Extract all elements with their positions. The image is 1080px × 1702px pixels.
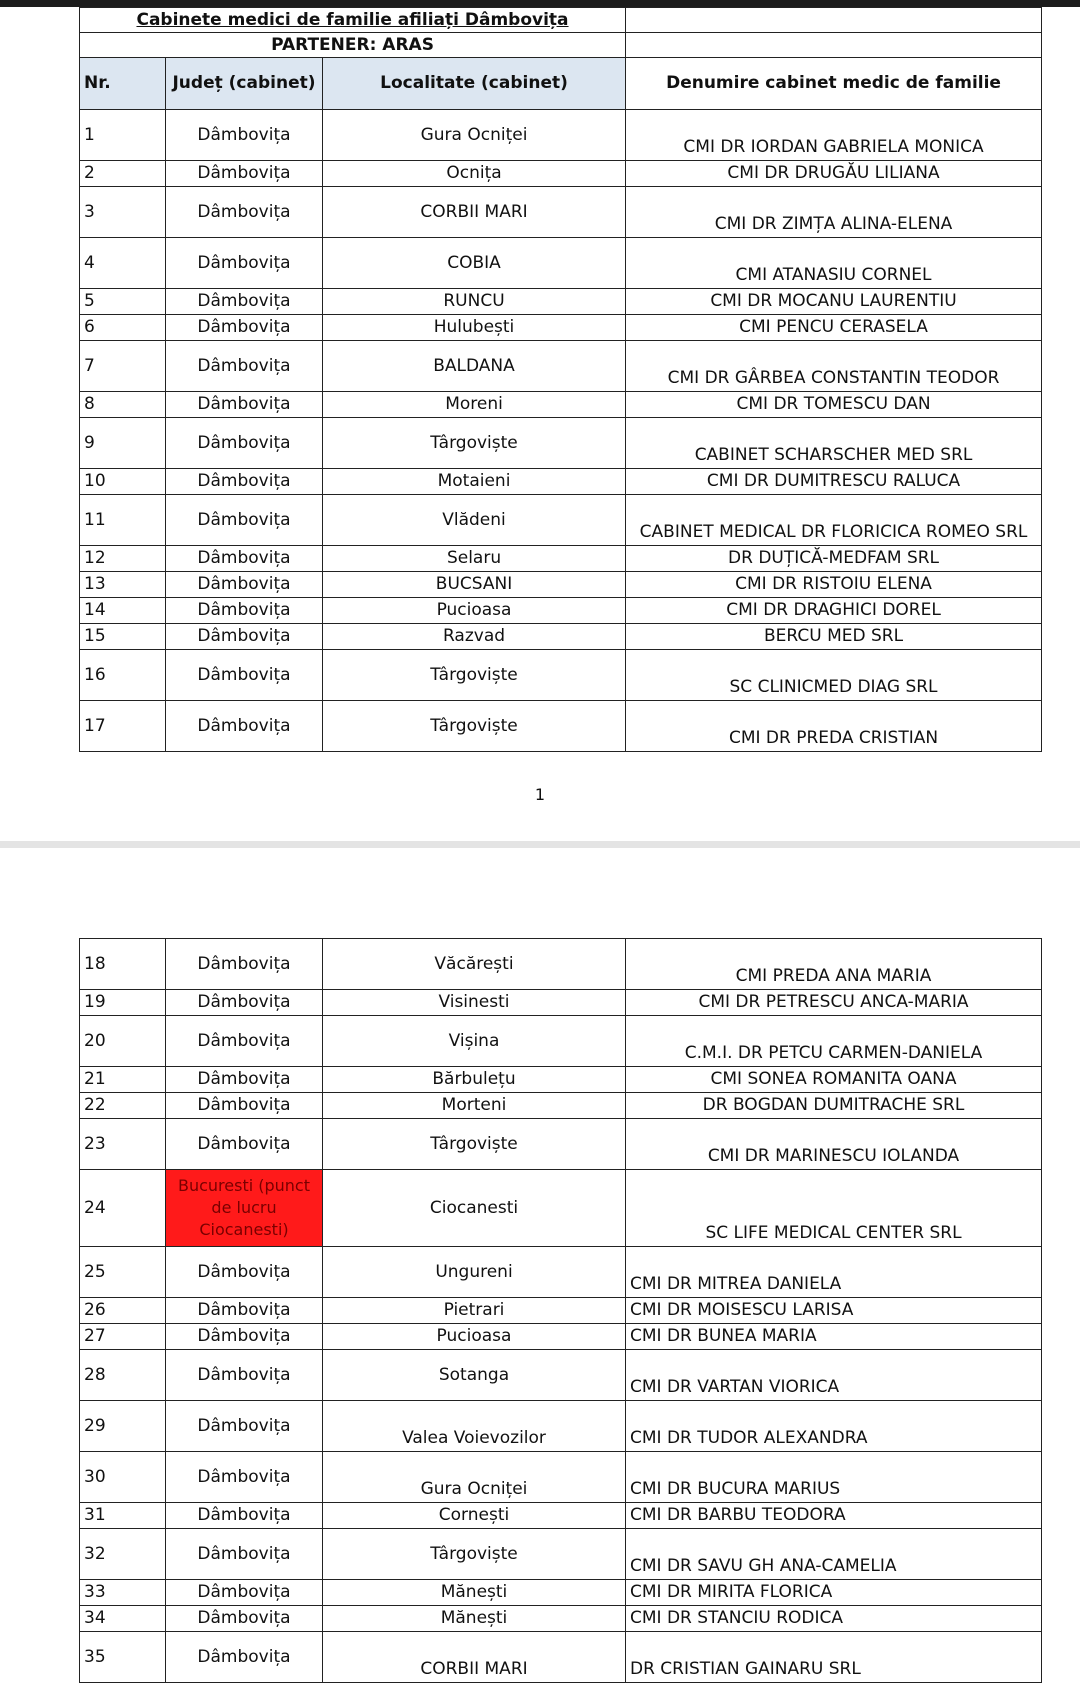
county-cell: Dâmbovița [166, 1350, 323, 1401]
row-number: 32 [80, 1529, 166, 1580]
county-cell: Dâmbovița [166, 469, 323, 495]
county-cell: Dâmbovița [166, 598, 323, 624]
clinic-name-cell: CMI DR TOMESCU DAN [626, 392, 1042, 418]
locality-cell: Pietrari [323, 1298, 626, 1324]
locality-cell: Valea Voievozilor [323, 1401, 626, 1452]
clinic-name-cell: SC CLINICMED DIAG SRL [626, 650, 1042, 701]
clinic-name-cell: CMI DR TUDOR ALEXANDRA [626, 1401, 1042, 1452]
table-row [80, 546, 1042, 572]
title-row [80, 8, 1042, 33]
locality-cell: Razvad [323, 624, 626, 650]
table-row [80, 1324, 1042, 1350]
locality-cell: Târgoviște [323, 418, 626, 469]
table-row [80, 650, 1042, 701]
row-number: 9 [80, 418, 166, 469]
clinic-name-cell: CMI DR MIRITA FLORICA [626, 1580, 1042, 1606]
clinic-name-cell: CABINET SCHARSCHER MED SRL [626, 418, 1042, 469]
row-number: 30 [80, 1452, 166, 1503]
clinic-name-cell: CMI DR MARINESCU IOLANDA [626, 1119, 1042, 1170]
locality-cell: Gura Ocniței [323, 110, 626, 161]
clinic-name-cell: CMI SONEA ROMANITA OANA [626, 1067, 1042, 1093]
table-row [80, 418, 1042, 469]
table-row [80, 495, 1042, 546]
table-row [80, 110, 1042, 161]
clinics-table-page-2 [79, 938, 1042, 1683]
county-cell: Dâmbovița [166, 1119, 323, 1170]
table-row [80, 187, 1042, 238]
row-number: 11 [80, 495, 166, 546]
locality-cell: Moreni [323, 392, 626, 418]
row-number: 26 [80, 1298, 166, 1324]
county-cell: Dâmbovița [166, 1529, 323, 1580]
locality-cell: Hulubești [323, 315, 626, 341]
row-number: 24 [80, 1170, 166, 1247]
row-number: 4 [80, 238, 166, 289]
clinic-name-cell: CMI DR IORDAN GABRIELA MONICA [626, 110, 1042, 161]
county-cell: Dâmbovița [166, 495, 323, 546]
clinic-name-cell: SC LIFE MEDICAL CENTER SRL [626, 1170, 1042, 1247]
county-cell: Dâmbovița [166, 546, 323, 572]
clinic-name-cell: CMI DR ZIMȚA ALINA-ELENA [626, 187, 1042, 238]
clinic-name-cell: CMI DR MOCANU LAURENTIU [626, 289, 1042, 315]
row-number: 25 [80, 1247, 166, 1298]
table-row [80, 1632, 1042, 1683]
row-number: 5 [80, 289, 166, 315]
table-row [80, 1580, 1042, 1606]
table-row [80, 238, 1042, 289]
locality-cell: Târgoviște [323, 1529, 626, 1580]
locality-cell: Cornești [323, 1503, 626, 1529]
empty-cell [626, 33, 1042, 58]
locality-cell: Mănești [323, 1580, 626, 1606]
locality-cell: CORBII MARI [323, 1632, 626, 1683]
county-cell: Dâmbovița [166, 990, 323, 1016]
locality-cell: Ciocanesti [323, 1170, 626, 1247]
table-row [80, 572, 1042, 598]
row-number: 21 [80, 1067, 166, 1093]
page-separator [0, 841, 1080, 848]
row-number: 10 [80, 469, 166, 495]
row-number: 16 [80, 650, 166, 701]
page-number: 1 [534, 785, 546, 804]
row-number: 22 [80, 1093, 166, 1119]
table-row [80, 1401, 1042, 1452]
row-number: 35 [80, 1632, 166, 1683]
table-title [80, 8, 626, 33]
locality-cell: Pucioasa [323, 1324, 626, 1350]
county-cell: Dâmbovița [166, 939, 323, 990]
table-row [80, 1119, 1042, 1170]
table-row [80, 624, 1042, 650]
county-cell: Dâmbovița [166, 1067, 323, 1093]
row-number: 6 [80, 315, 166, 341]
table-row [80, 939, 1042, 990]
clinic-name-cell: CMI DR PETRESCU ANCA-MARIA [626, 990, 1042, 1016]
clinic-name-cell: CMI DR MOISESCU LARISA [626, 1298, 1042, 1324]
clinic-name-cell: CMI DR DRAGHICI DOREL [626, 598, 1042, 624]
county-cell: Dâmbovița [166, 1606, 323, 1632]
clinic-name-cell: CMI DR PREDA CRISTIAN [626, 701, 1042, 752]
clinic-name-cell: CMI DR BARBU TEODORA [626, 1503, 1042, 1529]
document-page-2 [0, 848, 1080, 1702]
locality-cell: Văcărești [323, 939, 626, 990]
header-denumire: Denumire cabinet medic de familie [626, 58, 1042, 110]
locality-cell: BUCSANI [323, 572, 626, 598]
partner-row [80, 33, 1042, 58]
county-cell: Dâmbovița [166, 289, 323, 315]
locality-cell: Selaru [323, 546, 626, 572]
table-row [80, 469, 1042, 495]
county-cell: Dâmbovița [166, 1401, 323, 1452]
clinic-name-cell: CABINET MEDICAL DR FLORICICA ROMEO SRL [626, 495, 1042, 546]
row-number: 2 [80, 161, 166, 187]
table-row [80, 315, 1042, 341]
clinic-name-cell: CMI DR RISTOIU ELENA [626, 572, 1042, 598]
row-number: 29 [80, 1401, 166, 1452]
row-number: 12 [80, 546, 166, 572]
clinic-name-cell: DR CRISTIAN GAINARU SRL [626, 1632, 1042, 1683]
row-number: 33 [80, 1580, 166, 1606]
clinic-name-cell: DR BOGDAN DUMITRACHE SRL [626, 1093, 1042, 1119]
county-cell: Dâmbovița [166, 110, 323, 161]
county-cell: Dâmbovița [166, 1016, 323, 1067]
locality-cell: Târgoviște [323, 1119, 626, 1170]
locality-cell: BALDANA [323, 341, 626, 392]
table-row [80, 341, 1042, 392]
clinic-name-cell: CMI DR GÂRBEA CONSTANTIN TEODOR [626, 341, 1042, 392]
row-number: 8 [80, 392, 166, 418]
locality-cell: RUNCU [323, 289, 626, 315]
table-row [80, 598, 1042, 624]
clinic-name-cell: C.M.I. DR PETCU CARMEN-DANIELA [626, 1016, 1042, 1067]
locality-cell: Ungureni [323, 1247, 626, 1298]
row-number: 34 [80, 1606, 166, 1632]
row-number: 31 [80, 1503, 166, 1529]
row-number: 14 [80, 598, 166, 624]
clinic-name-cell: BERCU MED SRL [626, 624, 1042, 650]
top-edge-bar [0, 0, 1080, 7]
county-cell: Dâmbovița [166, 701, 323, 752]
locality-cell: Târgoviște [323, 650, 626, 701]
document-page-1 [0, 7, 1080, 841]
table-row [80, 1529, 1042, 1580]
clinic-name-cell: CMI DR BUCURA MARIUS [626, 1452, 1042, 1503]
header-judet: Județ (cabinet) [166, 58, 323, 110]
county-cell: Dâmbovița [166, 1247, 323, 1298]
clinic-name-cell: CMI DR MITREA DANIELA [626, 1247, 1042, 1298]
table-row [80, 1093, 1042, 1119]
row-number: 3 [80, 187, 166, 238]
table-row [80, 990, 1042, 1016]
clinics-table-page-1 [79, 7, 1042, 752]
row-number: 17 [80, 701, 166, 752]
locality-cell: Motaieni [323, 469, 626, 495]
locality-cell: Sotanga [323, 1350, 626, 1401]
county-cell: Dâmbovița [166, 1298, 323, 1324]
county-cell: Dâmbovița [166, 1503, 323, 1529]
locality-cell: Târgoviște [323, 701, 626, 752]
clinic-name-cell: CMI DR DUMITRESCU RALUCA [626, 469, 1042, 495]
clinic-name-cell: CMI DR DRUGĂU LILIANA [626, 161, 1042, 187]
row-number: 19 [80, 990, 166, 1016]
locality-cell: COBIA [323, 238, 626, 289]
locality-cell: Ocnița [323, 161, 626, 187]
county-cell: Dâmbovița [166, 1580, 323, 1606]
locality-cell: CORBII MARI [323, 187, 626, 238]
county-cell: Dâmbovița [166, 392, 323, 418]
county-cell: Dâmbovița [166, 161, 323, 187]
county-cell: Dâmbovița [166, 238, 323, 289]
table-row [80, 1503, 1042, 1529]
clinic-name-cell: CMI DR SAVU GH ANA-CAMELIA [626, 1529, 1042, 1580]
county-cell: Bucuresti (punct de lucru Ciocanesti) [166, 1170, 323, 1247]
locality-cell: Visinesti [323, 990, 626, 1016]
clinic-name-cell: CMI ATANASIU CORNEL [626, 238, 1042, 289]
clinic-name-cell: CMI DR BUNEA MARIA [626, 1324, 1042, 1350]
clinic-name-cell: CMI DR VARTAN VIORICA [626, 1350, 1042, 1401]
county-cell: Dâmbovița [166, 341, 323, 392]
row-number: 27 [80, 1324, 166, 1350]
row-number: 28 [80, 1350, 166, 1401]
table-row [80, 1452, 1042, 1503]
county-cell: Dâmbovița [166, 418, 323, 469]
row-number: 15 [80, 624, 166, 650]
county-cell: Dâmbovița [166, 1632, 323, 1683]
locality-cell: Pucioasa [323, 598, 626, 624]
clinic-name-cell: DR DUȚICĂ-MEDFAM SRL [626, 546, 1042, 572]
table-row [80, 1247, 1042, 1298]
county-cell: Dâmbovița [166, 1324, 323, 1350]
locality-cell: Vlădeni [323, 495, 626, 546]
table-row [80, 1606, 1042, 1632]
locality-cell: Vișina [323, 1016, 626, 1067]
empty-cell [626, 8, 1042, 33]
locality-cell: Bărbulețu [323, 1067, 626, 1093]
row-number: 23 [80, 1119, 166, 1170]
clinic-name-cell: CMI PENCU CERASELA [626, 315, 1042, 341]
table-row [80, 1067, 1042, 1093]
table-row [80, 1170, 1042, 1247]
county-cell: Dâmbovița [166, 624, 323, 650]
clinic-name-cell: CMI PREDA ANA MARIA [626, 939, 1042, 990]
header-row [80, 58, 1042, 110]
partner-label: PARTENER: ARAS [80, 33, 626, 58]
table-row [80, 392, 1042, 418]
row-number: 18 [80, 939, 166, 990]
county-cell: Dâmbovița [166, 650, 323, 701]
header-nr: Nr. [80, 58, 166, 110]
row-number: 20 [80, 1016, 166, 1067]
locality-cell: Gura Ocniței [323, 1452, 626, 1503]
table-title-text: Cabinete medici de familie afiliați Dâmbovița [136, 9, 569, 30]
table-row [80, 1298, 1042, 1324]
table-row [80, 1350, 1042, 1401]
table-row [80, 289, 1042, 315]
table-row [80, 701, 1042, 752]
row-number: 1 [80, 110, 166, 161]
table-row [80, 1016, 1042, 1067]
row-number: 13 [80, 572, 166, 598]
locality-cell: Mănești [323, 1606, 626, 1632]
county-cell: Dâmbovița [166, 315, 323, 341]
locality-cell: Morteni [323, 1093, 626, 1119]
county-cell: Dâmbovița [166, 1452, 323, 1503]
clinic-name-cell: CMI DR STANCIU RODICA [626, 1606, 1042, 1632]
county-cell: Dâmbovița [166, 572, 323, 598]
county-cell: Dâmbovița [166, 187, 323, 238]
table-row [80, 161, 1042, 187]
row-number: 7 [80, 341, 166, 392]
county-cell: Dâmbovița [166, 1093, 323, 1119]
header-localitate: Localitate (cabinet) [323, 58, 626, 110]
